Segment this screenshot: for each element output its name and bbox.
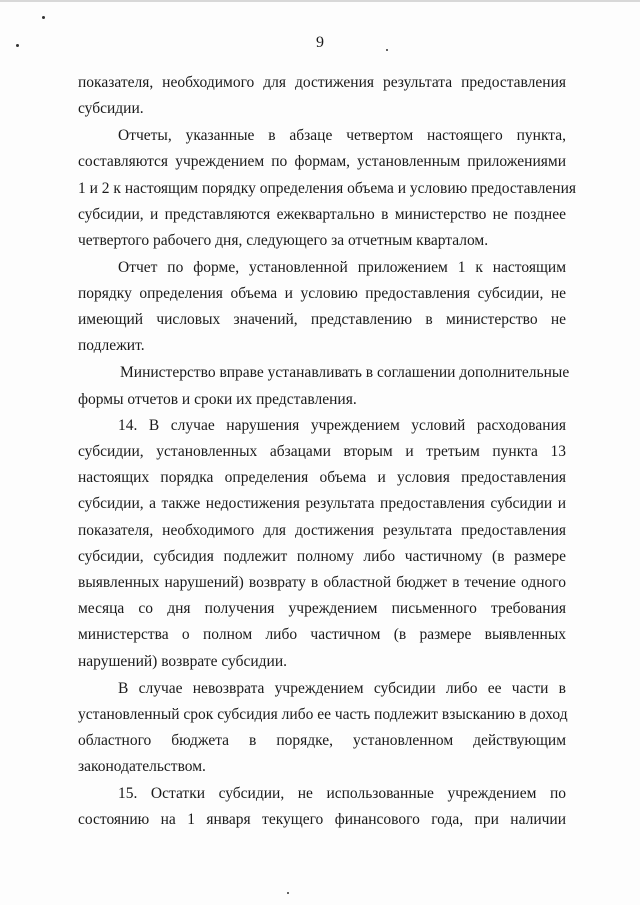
text-line: имеющий числовых значений, представлению в министерство не	[78, 311, 566, 329]
scan-speck	[287, 892, 289, 894]
scan-top-edge	[0, 0, 640, 2]
page-number: 9	[316, 34, 324, 51]
text-line: показателя, необходимого для достижения результата предоставления	[78, 74, 566, 91]
text-line: 15. Остатки субсидии, не использованные учреждением по	[118, 785, 566, 803]
text-line: В случае невозврата учреждением субсидии либо ее части в	[118, 679, 566, 697]
text-line: Отчет по форме, установленной приложением 1 к настоящим	[118, 258, 566, 276]
text-line: Министерство вправе устанавливать в соглашении дополнительные	[120, 364, 570, 382]
text-line: формы отчетов и сроки их представления.	[78, 390, 357, 408]
text-line: составляются учреждением по формам, установленным приложениями	[78, 153, 566, 171]
text-line: 14. В случае нарушения учреждением условий расходования	[118, 416, 566, 434]
text-line: подлежит.	[78, 337, 145, 355]
text-line: субсидии, субсидия подлежит полному либо частичному (в размере	[78, 547, 566, 565]
paragraph	[78, 676, 566, 781]
paragraph	[78, 781, 566, 833]
text-line: 1 и 2 к настоящим порядку определения объема и условию предоставления	[78, 179, 577, 197]
text-line: министерства о полном либо частичном (в размере выявленных	[78, 626, 566, 644]
scan-speck	[42, 16, 45, 19]
text-line: субсидии.	[78, 100, 144, 118]
text-line: выявленных нарушений) возврату в областной бюджет в течение одного	[78, 573, 566, 591]
text-line: нарушений) возврате субсидии.	[78, 652, 288, 670]
text-line: Отчеты, указанные в абзаце четвертом настоящего пункта,	[118, 127, 566, 145]
paragraph	[78, 123, 577, 254]
text-line: месяца со дня получения учреждением письменного требования	[78, 600, 566, 618]
text-line: порядку определения объема и условию предоставления субсидии, не	[78, 285, 566, 303]
text-line: областного бюджета в порядке, установленном действующим	[78, 731, 566, 749]
paragraph	[78, 70, 566, 122]
paragraph	[78, 413, 566, 675]
paragraph	[78, 255, 566, 360]
text-line: субсидии, а также недостижения результата предоставления субсидии и	[78, 495, 566, 513]
text-line: законодательством.	[78, 758, 206, 776]
text-line: состоянию на 1 января текущего финансового года, при наличии	[78, 811, 566, 829]
text-line: субсидии, и представляются ежеквартально в министерство не позднее	[78, 205, 566, 223]
text-line: субсидии, установленных абзацами вторым и третьим пункта 13	[78, 443, 566, 461]
text-line: показателя, необходимого для достижения результата предоставления	[78, 521, 566, 539]
text-line: установленный срок субсидия либо ее часть подлежит взысканию в доход	[78, 705, 568, 723]
text-line: настоящих порядка определения объема и условия предоставления	[78, 469, 566, 487]
document-body	[78, 70, 577, 833]
text-line: четвертого рабочего дня, следующего за отчетным кварталом.	[78, 231, 489, 249]
paragraph	[78, 360, 570, 412]
